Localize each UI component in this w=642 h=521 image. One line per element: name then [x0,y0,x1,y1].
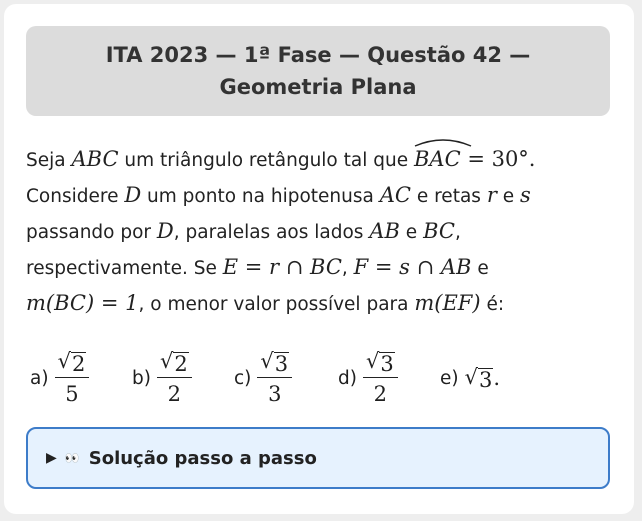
math-r: r [486,183,497,207]
math-abc: ABC [71,147,119,171]
option-tail: . [493,366,501,390]
denominator: 3 [268,382,282,406]
math-eq30: = 30°. [460,147,536,171]
sqrt-icon: √ [57,349,71,373]
math-ab: AB [369,219,400,243]
option-a [30,345,89,411]
eyes-icon: 👀 [64,451,81,465]
math-f-def: F = s ∩ AB [353,255,472,279]
text: passando por [26,222,157,243]
option-value [55,348,90,408]
statement-line-5 [26,286,610,322]
option-c [234,345,292,411]
solution-toggle[interactable] [26,427,610,489]
angle-bac [414,142,461,178]
text: , [341,258,354,279]
math-mbc: m(BC) = 1 [26,291,139,315]
option-label: a) [30,367,49,389]
text: e retas [410,186,487,207]
text: e [471,258,489,279]
option-label: b) [132,367,151,389]
sqrt-icon: √ [159,349,174,373]
text: respectivamente. Se [26,258,223,279]
option-label: d) [338,367,357,389]
radicand: 3 [274,352,289,376]
option-label: e) [440,367,459,389]
math-bac: BAC [413,147,461,171]
math-e-def: E = r ∩ BC [222,255,342,279]
angle-hat-icon [414,135,472,147]
math-s: s [520,183,531,207]
radicand: 2 [71,352,86,376]
sqrt-icon: √ [365,349,380,373]
math-bc: BC [423,219,455,243]
text: Considere [26,186,125,207]
text: e [399,222,424,243]
text: Seja [26,150,72,171]
question-title [26,26,610,116]
solution-label: Solução passo a passo [88,447,317,469]
text: , o menor valor possível para [138,294,415,315]
statement-line-3 [26,214,610,250]
statement-line-4 [26,250,610,286]
disclosure-triangle-icon: ▶ [46,450,57,466]
option-d [338,345,398,411]
math-d: D [124,183,142,207]
statement-line-1 [26,142,610,178]
text: e [496,186,521,207]
question-statement [26,142,610,322]
math-d: D [156,219,174,243]
denominator: 5 [65,382,79,406]
answer-options [26,345,610,411]
text: um triângulo retângulo tal que [118,150,414,171]
math-ac: AC [379,183,411,207]
statement-line-2 [26,178,610,214]
sqrt-icon: √ [260,349,274,373]
math-mef: m(EF) [414,291,481,315]
radicand: 3 [479,368,493,392]
question-title-text: ITA 2023 — 1ª Fase — Questão 42 — Geometria Plana [105,43,531,99]
denominator: 2 [167,382,182,406]
text: é: [480,294,505,315]
text: , [454,222,461,243]
option-value [363,348,398,408]
option-value [465,365,494,391]
option-label: c) [234,367,252,389]
radicand: 3 [380,352,394,376]
option-value [157,348,192,408]
option-b [132,345,192,411]
sqrt-icon: √ [464,365,478,389]
option-e [440,345,500,411]
text: , paralelas aos lados [173,222,370,243]
denominator: 2 [373,382,388,406]
text: um ponto na hipotenusa [141,186,380,207]
radicand: 2 [174,352,188,376]
option-value [257,348,292,408]
